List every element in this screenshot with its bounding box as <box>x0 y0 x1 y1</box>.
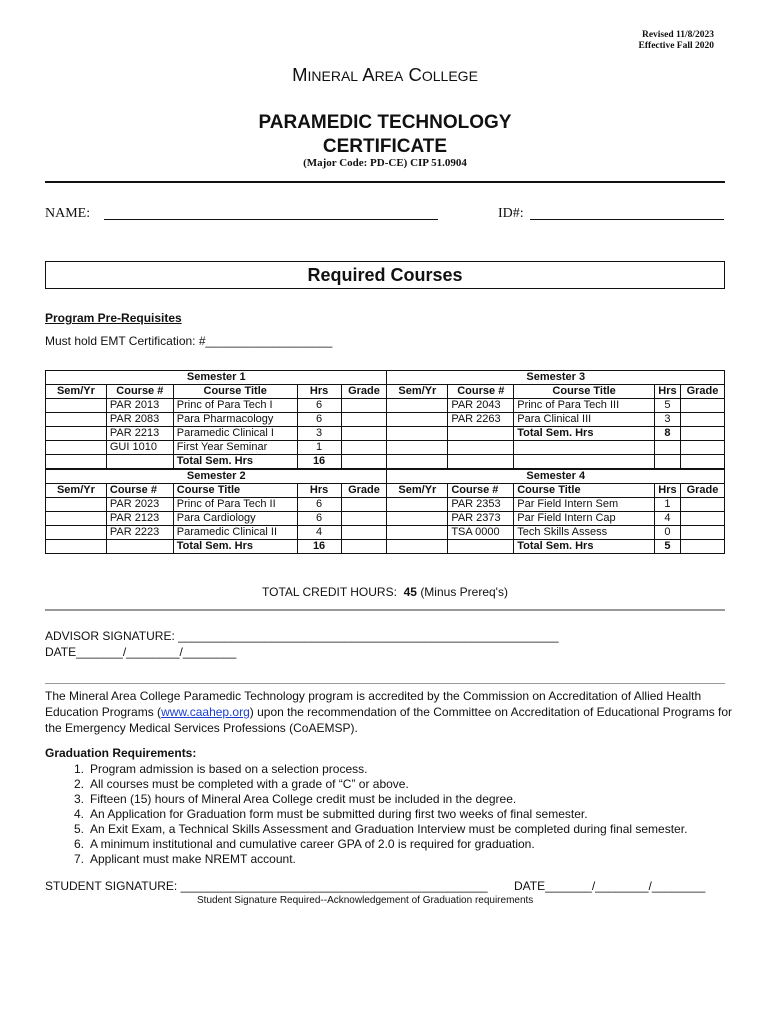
semester-3-total: 8 <box>654 427 680 441</box>
course-num: PAR 2043 <box>448 399 514 413</box>
course-num: PAR 2023 <box>106 498 173 512</box>
col-title: Course Title <box>514 385 655 399</box>
grade-cell[interactable] <box>680 526 724 540</box>
course-num <box>106 540 173 554</box>
col-hrs: Hrs <box>654 385 680 399</box>
list-item <box>45 852 687 867</box>
course-hrs: 6 <box>297 512 341 526</box>
course-num: PAR 2263 <box>448 413 514 427</box>
col-course: Course # <box>106 484 173 498</box>
course-hrs: 1 <box>654 498 680 512</box>
course-num: PAR 2353 <box>448 498 514 512</box>
college-word1-cap: M <box>292 64 308 85</box>
table-row <box>46 512 725 526</box>
semester-2-total: 16 <box>297 540 341 554</box>
major-code: (Major Code: PD-CE) CIP 51.0904 <box>303 157 467 169</box>
semyr-cell[interactable] <box>46 540 107 554</box>
graduation-requirements-list <box>45 762 687 867</box>
revision-info <box>639 30 714 52</box>
total-label: TOTAL CREDIT HOURS: <box>262 585 397 599</box>
list-text: All courses must be completed with a grade of “C” or above. <box>90 777 409 791</box>
table-row <box>46 455 725 470</box>
list-number: 3. <box>73 792 84 806</box>
semyr-cell[interactable] <box>46 526 107 540</box>
course-title: Para Cardiology <box>173 512 297 526</box>
grade-cell[interactable] <box>680 413 724 427</box>
required-courses-heading: Required Courses <box>45 261 725 289</box>
semyr-cell[interactable] <box>387 526 448 540</box>
course-num: PAR 2223 <box>106 526 173 540</box>
semyr-cell[interactable] <box>387 399 448 413</box>
column-header-row <box>46 484 725 498</box>
semyr-cell[interactable] <box>46 441 107 455</box>
course-title: Par Field Intern Cap <box>514 512 655 526</box>
college-name <box>0 64 770 86</box>
advisor-date-field[interactable]: DATE_______/________/________ <box>45 645 237 659</box>
section-divider <box>45 683 725 684</box>
course-num: PAR 2013 <box>106 399 173 413</box>
section-divider <box>45 609 725 611</box>
grade-cell[interactable] <box>680 512 724 526</box>
college-word2-cap: A <box>362 64 375 85</box>
course-hrs <box>654 441 680 455</box>
list-item <box>45 777 687 792</box>
college-word2-rest: REA <box>374 68 404 84</box>
course-num: PAR 2123 <box>106 512 173 526</box>
course-hrs: 6 <box>297 399 341 413</box>
list-text: Program admission is based on a selection process. <box>90 762 368 776</box>
course-hrs: 1 <box>297 441 341 455</box>
col-course: Course # <box>106 385 173 399</box>
advisor-section <box>45 628 559 660</box>
table-row <box>46 540 725 554</box>
title-line1: PARAMEDIC TECHNOLOGY <box>258 112 512 133</box>
course-num: GUI 1010 <box>106 441 173 455</box>
col-hrs: Hrs <box>297 385 341 399</box>
list-text: A minimum institutional and cumulative career GPA of 2.0 is required for graduation. <box>90 837 535 851</box>
list-item <box>45 762 687 777</box>
grade-cell[interactable] <box>341 427 387 441</box>
college-word3-cap: C <box>408 64 422 85</box>
list-number: 2. <box>73 777 84 791</box>
semyr-cell[interactable] <box>46 427 107 441</box>
grade-cell[interactable] <box>680 399 724 413</box>
semester-1-total: 16 <box>297 455 341 470</box>
course-num: PAR 2083 <box>106 413 173 427</box>
list-text: An Exit Exam, a Technical Skills Assessment and Graduation Interview must be completed during final semester. <box>90 822 688 836</box>
col-grade: Grade <box>680 484 724 498</box>
course-hrs: 3 <box>654 413 680 427</box>
col-title: Course Title <box>173 484 297 498</box>
col-grade: Grade <box>341 484 387 498</box>
col-course: Course # <box>448 484 514 498</box>
course-num <box>106 455 173 470</box>
grade-cell[interactable] <box>341 413 387 427</box>
semyr-cell[interactable] <box>46 498 107 512</box>
semester-4-total: 5 <box>654 540 680 554</box>
course-title: Princ of Para Tech II <box>173 498 297 512</box>
graduation-requirements-title: Graduation Requirements: <box>45 746 197 760</box>
student-date-field[interactable]: DATE_______/________/________ <box>514 879 706 893</box>
course-num <box>448 540 514 554</box>
caahep-link[interactable]: www.caahep.org <box>161 705 250 719</box>
course-hrs: 4 <box>297 526 341 540</box>
grade-cell[interactable] <box>341 512 387 526</box>
course-title: Para Pharmacology <box>173 413 297 427</box>
grade-cell[interactable] <box>680 427 724 441</box>
semyr-cell[interactable] <box>387 512 448 526</box>
semester-4-total-label: Total Sem. Hrs <box>514 540 655 554</box>
course-hrs: 6 <box>297 498 341 512</box>
semester-2-total-label: Total Sem. Hrs <box>173 540 297 554</box>
table-row <box>46 441 725 455</box>
col-grade: Grade <box>680 385 724 399</box>
grade-cell[interactable] <box>680 498 724 512</box>
course-title: Tech Skills Assess <box>514 526 655 540</box>
course-num: TSA 0000 <box>448 526 514 540</box>
semyr-cell[interactable] <box>387 427 448 441</box>
list-text: Fifteen (15) hours of Mineral Area College credit must be included in the degree. <box>90 792 517 806</box>
list-item <box>45 792 687 807</box>
course-num: PAR 2373 <box>448 512 514 526</box>
semyr-cell[interactable] <box>387 441 448 455</box>
revised-date: Revised 11/8/2023 <box>641 30 714 40</box>
table-row <box>46 526 725 540</box>
semester-4-heading: Semester 4 <box>387 469 725 484</box>
course-hrs: 3 <box>297 427 341 441</box>
total-credit-hours <box>0 585 770 599</box>
grade-cell[interactable] <box>341 441 387 455</box>
accreditation-statement <box>45 688 735 736</box>
id-field[interactable] <box>530 219 724 220</box>
semester-3-heading: Semester 3 <box>387 371 725 385</box>
list-item <box>45 807 687 822</box>
list-number: 5. <box>73 822 84 836</box>
grade-cell[interactable] <box>341 540 387 554</box>
col-semyr: Sem/Yr <box>387 484 448 498</box>
course-hrs: 0 <box>654 526 680 540</box>
course-hrs: 5 <box>654 399 680 413</box>
college-word3-rest: OLLEGE <box>421 68 478 84</box>
list-number: 7. <box>73 852 84 866</box>
title-line2: CERTIFICATE <box>322 136 448 157</box>
semyr-cell[interactable] <box>46 399 107 413</box>
name-field[interactable] <box>104 219 438 220</box>
semyr-cell[interactable] <box>46 455 107 470</box>
semester-1-total-label: Total Sem. Hrs <box>173 455 297 470</box>
col-course: Course # <box>448 385 514 399</box>
col-grade: Grade <box>341 385 387 399</box>
course-num <box>448 455 514 470</box>
semester-2-heading: Semester 2 <box>46 469 387 484</box>
semester-row-bottom <box>46 469 725 484</box>
course-hrs: 4 <box>654 512 680 526</box>
total-suffix: (Minus Prereq's) <box>420 585 508 599</box>
table-row <box>46 427 725 441</box>
emt-certification-field[interactable]: Must hold EMT Certification: #___________________ <box>45 334 333 348</box>
student-signature-field[interactable]: STUDENT SIGNATURE: ______________________________________________ <box>45 879 488 893</box>
semyr-cell[interactable] <box>387 540 448 554</box>
course-title: Princ of Para Tech III <box>514 399 655 413</box>
grade-cell[interactable] <box>341 399 387 413</box>
semester-row-top <box>46 371 725 385</box>
grade-cell[interactable] <box>341 526 387 540</box>
col-semyr: Sem/Yr <box>46 484 107 498</box>
col-title: Course Title <box>173 385 297 399</box>
prereq-title: Program Pre-Requisites <box>45 311 182 325</box>
col-semyr: Sem/Yr <box>46 385 107 399</box>
grade-cell[interactable] <box>680 441 724 455</box>
grade-cell[interactable] <box>680 540 724 554</box>
col-title: Course Title <box>514 484 655 498</box>
table-row <box>46 399 725 413</box>
course-title <box>514 441 655 455</box>
course-title: Par Field Intern Sem <box>514 498 655 512</box>
course-title: Princ of Para Tech I <box>173 399 297 413</box>
course-title: Paramedic Clinical I <box>173 427 297 441</box>
course-num <box>448 427 514 441</box>
total-value: 45 <box>403 585 417 599</box>
col-semyr: Sem/Yr <box>387 385 448 399</box>
col-hrs: Hrs <box>297 484 341 498</box>
course-hrs: 6 <box>297 413 341 427</box>
header-divider <box>45 181 725 183</box>
semyr-cell[interactable] <box>387 413 448 427</box>
grade-cell[interactable] <box>341 498 387 512</box>
list-number: 1. <box>73 762 84 776</box>
semester-1-heading: Semester 1 <box>46 371 387 385</box>
course-num: PAR 2213 <box>106 427 173 441</box>
course-title: First Year Seminar <box>173 441 297 455</box>
accred-part1: The Mineral Area College Paramedic Technology program is accredited by the Commission on Accreditation of Allied Health Education Programs ( <box>45 689 702 719</box>
list-item <box>45 822 687 837</box>
list-text: Applicant must make NREMT account. <box>90 852 296 866</box>
course-title: Paramedic Clinical II <box>173 526 297 540</box>
semester-3-total-label: Total Sem. Hrs <box>514 427 655 441</box>
list-text: An Application for Graduation form must be submitted during first two weeks of final semester. <box>90 807 588 821</box>
col-hrs: Hrs <box>654 484 680 498</box>
semyr-cell[interactable] <box>387 455 448 470</box>
accred-part2: ) upon the recommendation of the Committee on Accreditation of Educational Programs for the Emergency Medical Services Professions (CoAEMSP). <box>45 705 733 735</box>
semyr-cell[interactable] <box>387 498 448 512</box>
grade-cell[interactable] <box>680 455 724 470</box>
course-table <box>45 370 725 554</box>
list-number: 4. <box>73 807 84 821</box>
id-label: ID#: <box>498 206 524 221</box>
list-item <box>45 837 687 852</box>
document-title <box>0 111 770 159</box>
table-row <box>46 413 725 427</box>
college-word1-rest: INERAL <box>307 68 359 84</box>
column-header-row <box>46 385 725 399</box>
list-number: 6. <box>73 837 84 851</box>
course-hrs <box>654 455 680 470</box>
grade-cell[interactable] <box>341 455 387 470</box>
student-signature-note: Student Signature Required--Acknowledgement of Graduation requirements <box>197 895 534 906</box>
advisor-signature-field[interactable]: ADVISOR SIGNATURE: _________________________________________________________ <box>45 629 559 643</box>
course-title <box>514 455 655 470</box>
course-title: Para Clinical III <box>514 413 655 427</box>
semyr-cell[interactable] <box>46 512 107 526</box>
table-row <box>46 498 725 512</box>
semyr-cell[interactable] <box>46 413 107 427</box>
effective-term: Effective Fall 2020 <box>638 41 714 51</box>
course-num <box>448 441 514 455</box>
name-label: NAME: <box>45 206 91 221</box>
